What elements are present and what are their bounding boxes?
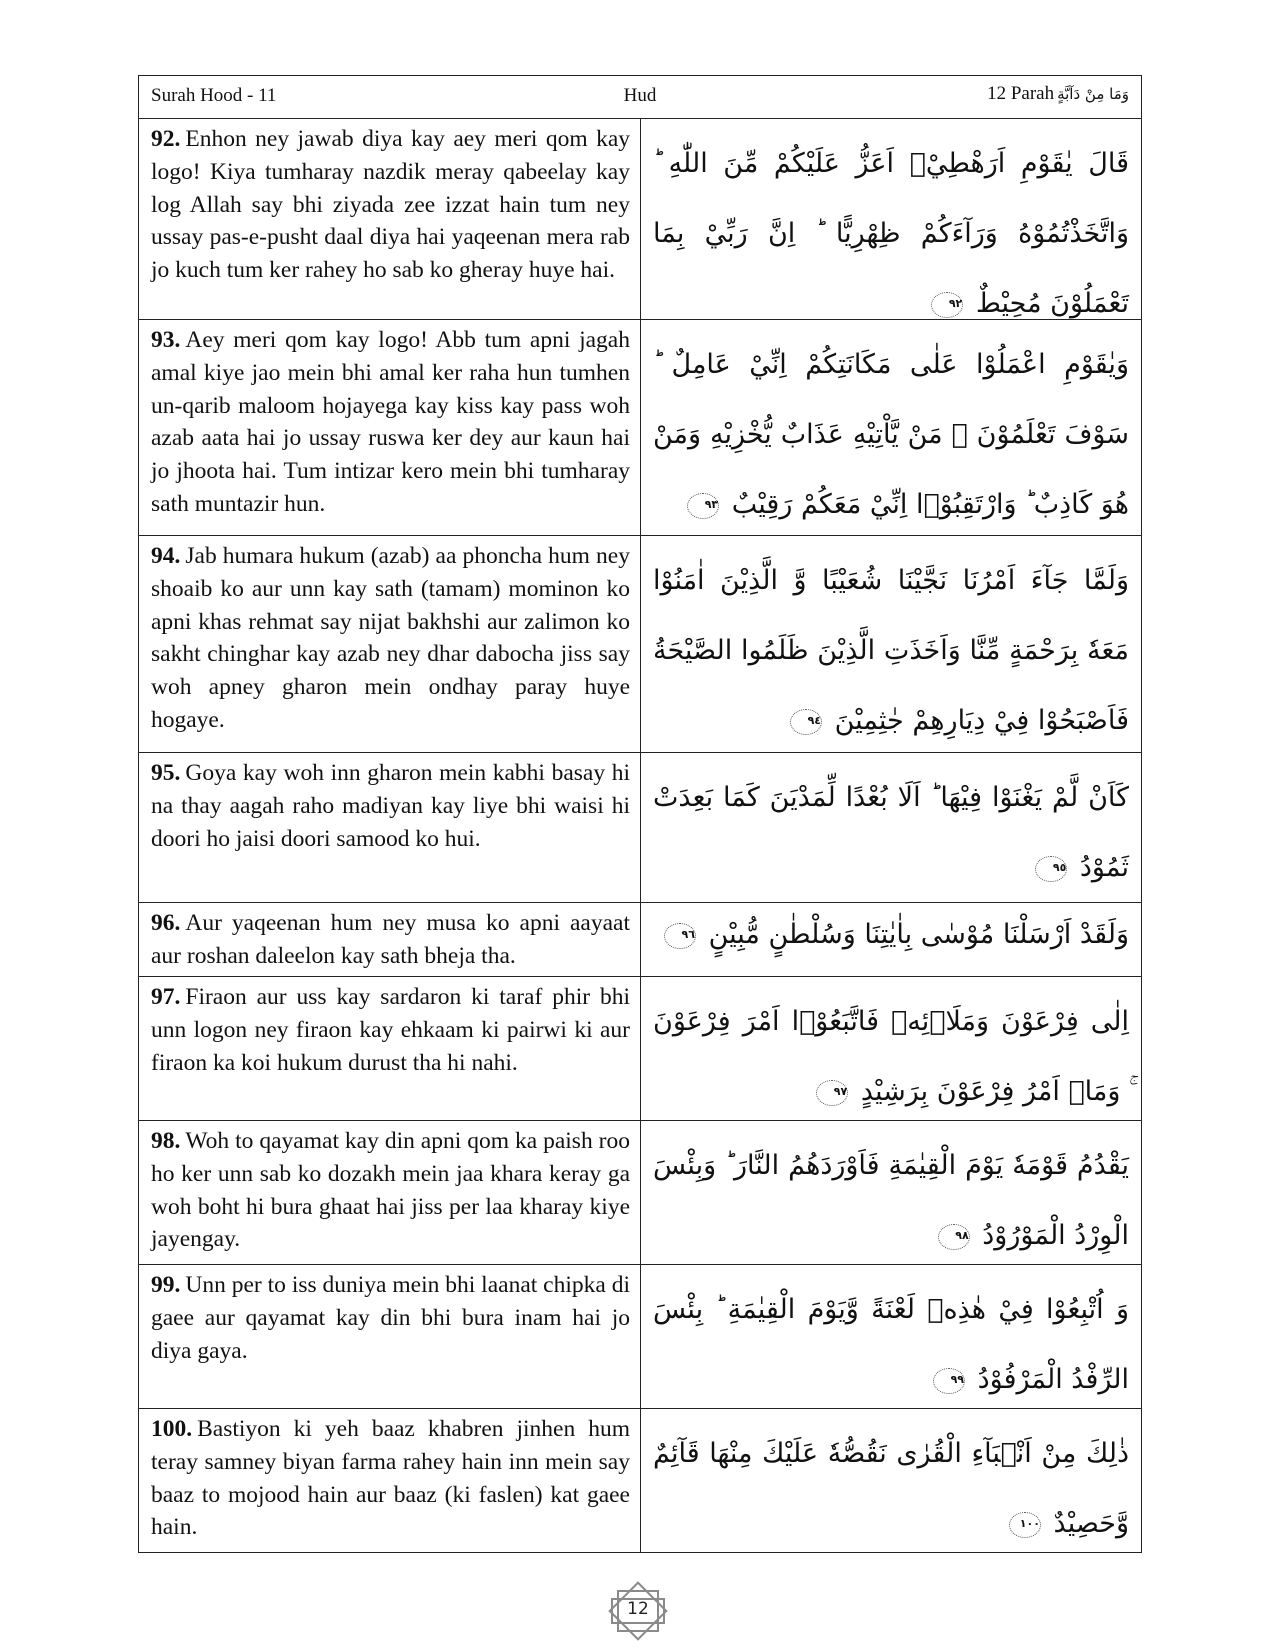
verse-row (139, 1409, 1141, 1552)
verse-arabic (641, 1121, 1141, 1264)
ayah-end-marker-icon: ٩٥ (1035, 856, 1067, 882)
verse-translation (139, 753, 641, 902)
verse-row (139, 977, 1141, 1121)
arabic-text: وَ اُتْبِعُوْا فِيْ هٰذِهٖ لَعْنَةً وَّيَوْمَ الْقِيٰمَةِ ؕ بِئْسَ الرِّفْدُ الْمَرْفُوْدُ (653, 1294, 1129, 1395)
page-header (139, 76, 1141, 119)
verse-text: Firaon aur uss kay sardaron ki taraf phir bhi unn logon ney firaon kay ehkaam ki pairwi ki aur firaon ka koi hukum durust tha hi nahi. (151, 984, 630, 1076)
arabic-text: وَيٰقَوْمِ اعْمَلُوْا عَلٰى مَكَانَتِكُمْ اِنِّيْ عَامِلٌ ؕ سَوْفَ تَعْلَمُوْنَ ۙ مَنْ يَّاْتِيْهِ عَذَابٌ يُّخْزِيْهِ وَمَنْ هُوَ كَاذِبٌ ؕ وَارْتَقِبُوْۤا اِنِّيْ مَعَكُمْ رَقِيْبٌ (653, 349, 1129, 520)
translation-table (138, 75, 1142, 1553)
verse-arabic (641, 1409, 1141, 1552)
verse-number: 93. (151, 327, 181, 353)
ayah-end-marker-icon: ٩٢ (931, 292, 963, 318)
parah-number: 12 Parah (987, 83, 1055, 104)
verse-row (139, 903, 1141, 977)
verse-translation (139, 320, 641, 535)
verse-arabic (641, 753, 1141, 902)
arabic-text: كَاَنْ لَّمْ يَغْنَوْا فِيْهَا ؕ اَلَا بُعْدًا لِّمَدْيَنَ كَمَا بَعِدَتْ ثَمُوْدُ (653, 782, 1129, 883)
verse-translation (139, 903, 641, 976)
verse-translation (139, 1121, 641, 1264)
verse-arabic (641, 536, 1141, 752)
verse-text: Goya kay woh inn gharon mein kabhi basay hi na thay aagah raho madiyan kay liye bhi waisi hi doori ho jaisi doori samood ko hui. (151, 760, 630, 852)
verse-text: Enhon ney jawab diya kay aey meri qom kay logo! Kiya tumharay nazdik meray qabeelay kay log Allah say bhi ziyada zee izzat hain tum ney ussay pas-e-pusht daal diya hai yaqeenan mera rab jo kuch tum ker rahey ho sab ko gheray huye hai. (151, 126, 630, 284)
ayah-end-marker-icon: ٩٩ (933, 1368, 965, 1394)
surah-title: Surah Hood - 11 (151, 85, 277, 106)
ayah-end-marker-icon: ٩٦ (664, 923, 696, 949)
arabic-text: ذٰلِكَ مِنْ اَنْۢبَآءِ الْقُرٰى نَقُصُّهٗ عَلَيْكَ مِنْهَا قَآئِمٌ وَّحَصِيْدٌ (653, 1438, 1129, 1539)
arabic-text: وَلَمَّا جَآءَ اَمْرُنَا نَجَّيْنَا شُعَيْبًا وَّ الَّذِيْنَ اٰمَنُوْا مَعَهٗ بِرَحْمَةٍ مِّنَّا وَاَخَذَتِ الَّذِيْنَ ظَلَمُوا الصَّيْحَةُ فَاَصْبَحُوْا فِيْ دِيَارِهِمْ جٰثِمِيْنَ (653, 565, 1129, 736)
ayah-end-marker-icon: ١٠٠ (1009, 1512, 1041, 1538)
parah-arabic-title: وَمَا مِنْ دَآبَّةٍ (1057, 85, 1129, 103)
verse-translation (139, 977, 641, 1120)
verse-arabic (641, 119, 1141, 319)
arabic-text: قَالَ يٰقَوْمِ اَرَهْطِيْۤ اَعَزُّ عَلَيْكُمْ مِّنَ اللّٰهِ ؕ وَاتَّخَذْتُمُوْهُ وَرَآءَكُمْ ظِهْرِيًّا ؕ اِنَّ رَبِّيْ بِمَا تَعْمَلُوْنَ مُحِيْطٌ (653, 148, 1129, 319)
verse-arabic (641, 1265, 1141, 1408)
verse-number: 95. (151, 760, 181, 786)
surah-name: Hud (623, 85, 657, 106)
ayah-end-marker-icon: ٩٤ (790, 709, 822, 735)
verse-row (139, 753, 1141, 903)
verse-row (139, 536, 1141, 753)
arabic-text: اِلٰى فِرْعَوْنَ وَمَلَا۠ئِهٖ فَاتَّبَعُوْۤا اَمْرَ فِرْعَوْنَ ۚ وَمَاۤ اَمْرُ فِرْعَوْنَ بِرَشِيْدٍ (653, 1006, 1129, 1107)
parah-label (987, 83, 1129, 105)
verse-number: 97. (151, 984, 181, 1010)
ayah-end-marker-icon: ٩٣ (687, 493, 719, 519)
verse-arabic (641, 903, 1141, 976)
verse-arabic (641, 977, 1141, 1120)
verse-text: Jab humara hukum (azab) aa phoncha hum ney shoaib ko aur unn kay sath (tamam) mominon ko apni khas rehmat say nijat bakhshi aur zalimon ko sakht chinghar kay azab ney dhar dabocha jiss say woh apney gharon mein ondhay paray huye hogaye. (151, 543, 630, 733)
arabic-text: وَلَقَدْ اَرْسَلْنَا مُوْسٰى بِاٰيٰتِنَا وَسُلْطٰنٍ مُّبِيْنٍ (708, 919, 1129, 950)
verse-text: Woh to qayamat kay din apni qom ka paish roo ho ker unn sab ko dozakh mein jaa khara keray ga woh boht hi bura ghaat hai jiss per laa kharay kiye jayengay. (151, 1128, 630, 1253)
verse-row (139, 320, 1141, 536)
verse-text: Aey meri qom kay logo! Abb tum apni jagah amal kiye jao mein bhi amal ker raha hun tumhen un-qarib maloom hojayega kay kiss kay pass woh azab aata hai jo ussay ruswa ker dey aur kaun hai jo jhoota hai. Tum intizar kero mein bhi tumharay sath muntazir hun. (151, 327, 630, 517)
verse-translation (139, 1265, 641, 1408)
verse-number: 92. (151, 126, 181, 152)
page-number: 12 (627, 1599, 649, 1619)
verse-number: 94. (151, 543, 181, 569)
verse-translation (139, 536, 641, 752)
verse-translation (139, 119, 641, 319)
verse-number: 98. (151, 1128, 181, 1154)
verse-translation (139, 1409, 641, 1552)
ayah-end-marker-icon: ٩٨ (938, 1224, 970, 1250)
verse-text: Bastiyon ki yeh baaz khabren jinhen hum teray samney biyan farma rahey hain inn mein say baaz to mojood hain aur baaz (ki faslen) kat gaee hain. (151, 1416, 630, 1541)
verse-number: 99. (151, 1272, 181, 1298)
verse-arabic (641, 320, 1141, 535)
verse-number: 96. (151, 910, 181, 936)
ayah-end-marker-icon: ٩٧ (816, 1080, 848, 1106)
page-footer (0, 1580, 1275, 1640)
verse-number: 100. (151, 1416, 193, 1442)
verse-row (139, 1265, 1141, 1409)
verse-text: Unn per to iss duniya mein bhi laanat chipka di gaee aur qayamat kay din bhi bura inam hai jo diya gaya. (151, 1272, 630, 1364)
verse-text: Aur yaqeenan hum ney musa ko apni aayaat aur roshan daleelon kay sath bheja tha. (151, 910, 630, 969)
verse-row (139, 119, 1141, 320)
arabic-text: يَقْدُمُ قَوْمَهٗ يَوْمَ الْقِيٰمَةِ فَاَوْرَدَهُمُ النَّارَ ؕ وَبِئْسَ الْوِرْدُ الْمَوْرُوْدُ (653, 1150, 1129, 1251)
verse-row (139, 1121, 1141, 1265)
